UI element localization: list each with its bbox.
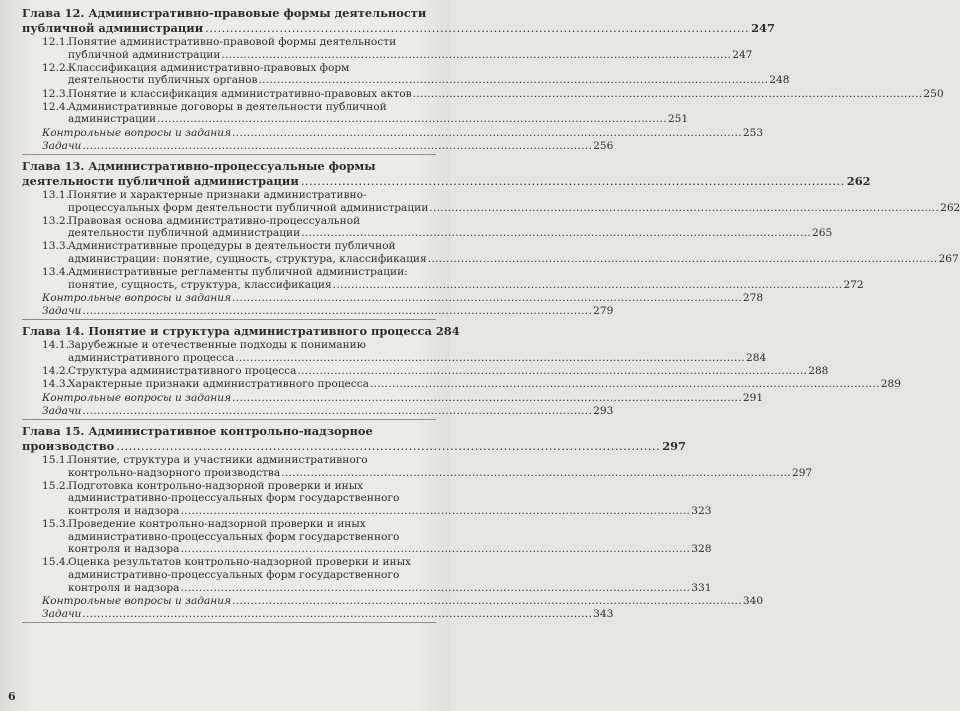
section-title-line: административно-процессуальных форм государственного xyxy=(68,569,400,582)
section-title-line: Понятие и характерные признаки административно- xyxy=(68,188,367,201)
section-title-line: контроля и надзора xyxy=(68,543,180,556)
section-page-number: 284 xyxy=(746,352,767,364)
chapter-heading xyxy=(22,157,871,189)
section-number: 13.4. xyxy=(42,266,69,279)
section-page-number: 328 xyxy=(691,543,712,556)
dot-leader xyxy=(333,279,843,292)
chapter-heading-line: Глава 14. Понятие и структура административного процесса xyxy=(22,324,432,339)
section-title-line: Задачи xyxy=(42,139,82,152)
dot-leader xyxy=(235,352,745,365)
section-title-line: Понятие административно-правовой формы деятельности xyxy=(68,36,397,48)
section-title-line: Характерные признаки административного процесса xyxy=(68,378,369,391)
section-title-line: административного процесса xyxy=(68,352,235,364)
dot-leader xyxy=(157,113,667,126)
section-page-number: 297 xyxy=(791,466,813,479)
section-title-line: Контрольные вопросы и задания xyxy=(42,594,232,607)
section-title-line: деятельности публичной администрации xyxy=(68,227,301,240)
chapter-heading-line: производство xyxy=(22,438,115,453)
toc-extra-entry xyxy=(42,139,614,153)
section-title-line: Задачи xyxy=(42,404,82,417)
section-title-line: административно-процессуальных форм государственного xyxy=(68,530,400,543)
toc-extra-entry xyxy=(42,126,764,140)
chapter-heading-line: Глава 13. Административно-процессуальные формы xyxy=(22,158,376,173)
section-title-line: Контрольные вопросы и задания xyxy=(42,391,232,404)
section-page-number: 251 xyxy=(667,113,689,126)
dot-leader xyxy=(82,608,592,621)
chapter-heading-line: Глава 15. Административное контрольно-надзорное xyxy=(22,423,373,438)
dot-leader xyxy=(232,392,742,405)
dot-leader xyxy=(82,140,592,153)
chapter-page-number: 284 xyxy=(435,324,460,339)
section-title-line: Контрольные вопросы и задания xyxy=(42,126,232,139)
toc-extra-entry xyxy=(42,292,764,305)
dot-leader xyxy=(429,202,939,215)
dot-leader xyxy=(116,439,660,454)
dot-leader xyxy=(301,174,845,189)
chapter-heading-line: Глава 12. Административно-правовые формы деятельности xyxy=(22,6,427,20)
toc-chapter xyxy=(22,4,944,155)
section-title-line: Классификация административно-правовых форм xyxy=(68,61,350,74)
toc-section-entry xyxy=(42,518,712,556)
chapter-heading-line: деятельности публичной администрации xyxy=(22,173,299,188)
section-number: 14.3. xyxy=(42,378,69,391)
chapter-page-number: 262 xyxy=(846,173,871,188)
section-title-line: Структура административного процесса xyxy=(68,365,297,378)
section-title-line: административно-процессуальных форм государственного xyxy=(68,492,400,505)
toc-chapter xyxy=(22,157,960,321)
section-page-number: 278 xyxy=(742,292,764,305)
section-page-number: 293 xyxy=(593,404,614,417)
section-number: 12.2. xyxy=(42,61,69,74)
dot-leader xyxy=(82,405,592,418)
section-page-number: 250 xyxy=(923,87,944,100)
section-page-number: 340 xyxy=(742,594,764,607)
section-title-line: Контрольные вопросы и задания xyxy=(42,292,232,305)
section-page-number: 256 xyxy=(593,139,614,152)
section-title-line: Административные процедуры в деятельности публичной xyxy=(68,240,396,253)
toc-section-entry xyxy=(42,365,829,378)
section-number: 13.2. xyxy=(42,214,69,227)
section-number: 12.3. xyxy=(42,87,69,100)
toc-section-entry xyxy=(42,453,813,479)
section-title-line: контроля и надзора xyxy=(68,504,180,517)
section-title-line: Задачи xyxy=(42,305,82,318)
section-title-line: Задачи xyxy=(42,608,82,621)
toc-section-entry xyxy=(42,36,753,61)
section-title-line: Понятие, структура и участники административного xyxy=(68,453,368,466)
dot-leader xyxy=(413,88,923,101)
chapter-heading xyxy=(22,322,460,339)
toc-section-entry xyxy=(42,266,864,291)
section-number: 15.1. xyxy=(42,453,69,466)
section-title-line: Административные регламенты публичной администрации: xyxy=(68,266,408,279)
section-page-number: 253 xyxy=(742,126,764,139)
section-title-line: администрации xyxy=(68,113,157,126)
section-number: 12.4. xyxy=(42,100,69,113)
toc-section-entry xyxy=(42,556,712,594)
section-title-line: Проведение контрольно-надзорной проверки и иных xyxy=(68,518,366,531)
section-title-line: Правовая основа административно-процессуальной xyxy=(68,214,361,227)
toc-section-entry xyxy=(42,61,790,87)
section-title-line: Зарубежные и отечественные подходы к пониманию xyxy=(68,339,366,352)
chapter-heading xyxy=(22,4,775,36)
dot-leader xyxy=(232,127,742,140)
chapter-page-number: 297 xyxy=(662,438,686,453)
section-title-line: контрольно-надзорного производства xyxy=(68,466,281,479)
toc-extra-entry xyxy=(42,594,764,608)
section-page-number: 343 xyxy=(593,608,614,621)
chapter-heading-line: публичной администрации xyxy=(22,21,204,35)
dot-leader xyxy=(281,467,791,480)
section-title-line: процессуальных форм деятельности публичной администрации xyxy=(68,201,429,214)
dot-leader xyxy=(232,292,742,305)
section-title-line: Административные договоры в деятельности публичной xyxy=(68,100,387,113)
toc-extra-entry xyxy=(42,608,614,621)
dot-leader xyxy=(82,305,592,318)
dot-leader xyxy=(180,582,690,595)
toc-extra-entry xyxy=(42,305,614,318)
toc-section-entry xyxy=(42,100,689,126)
section-number: 15.4. xyxy=(42,556,69,569)
section-number: 15.3. xyxy=(42,518,69,531)
section-title-line: Оценка результатов контрольно-надзорной проверки и иных xyxy=(68,556,411,569)
chapter-heading xyxy=(22,422,686,454)
section-title-line: понятие, сущность, структура, классификация xyxy=(68,278,332,291)
section-page-number: 291 xyxy=(742,391,764,404)
section-title-line: администрации: понятие, сущность, структура, классификация xyxy=(68,253,427,266)
toc-chapter xyxy=(22,322,901,420)
section-page-number: 265 xyxy=(811,227,833,240)
section-page-number: 279 xyxy=(593,305,614,318)
dot-leader xyxy=(370,378,880,391)
section-number: 14.1. xyxy=(42,339,69,352)
section-page-number: 288 xyxy=(808,365,829,378)
section-page-number: 331 xyxy=(691,581,712,594)
page-number: 6 xyxy=(8,690,16,703)
dot-leader xyxy=(301,227,811,240)
section-number: 13.1. xyxy=(42,188,69,201)
toc-section-entry xyxy=(42,188,960,214)
toc-section-entry xyxy=(42,378,901,391)
section-title-line: контроля и надзора xyxy=(68,581,180,594)
dot-leader xyxy=(205,21,749,36)
section-page-number: 262 xyxy=(940,201,960,214)
dot-leader xyxy=(428,253,938,266)
dot-leader xyxy=(259,74,769,87)
toc-chapter xyxy=(22,422,813,623)
section-page-number: 289 xyxy=(880,378,901,391)
section-page-number: 272 xyxy=(843,278,864,291)
dot-leader xyxy=(297,365,807,378)
dot-leader xyxy=(180,543,690,556)
section-number: 13.3. xyxy=(42,240,69,253)
chapter-page-number: 247 xyxy=(751,21,775,35)
toc-section-entry xyxy=(42,240,959,266)
section-page-number: 248 xyxy=(769,74,790,87)
section-title-line: Подготовка контрольно-надзорной проверки и иных xyxy=(68,479,364,492)
section-title-line: публичной администрации xyxy=(68,48,221,61)
toc-section-entry xyxy=(42,479,712,518)
section-number: 14.2. xyxy=(42,365,69,378)
section-page-number: 323 xyxy=(691,504,712,517)
section-page-number: 267 xyxy=(938,253,959,266)
toc-section-entry xyxy=(42,339,767,364)
section-number: 15.2. xyxy=(42,479,69,492)
toc-extra-entry xyxy=(42,404,614,418)
dot-leader xyxy=(221,49,731,62)
toc-section-entry xyxy=(42,87,944,101)
section-title-line: Понятие и классификация административно-правовых актов xyxy=(68,87,412,100)
toc-section-entry xyxy=(42,214,833,240)
toc-extra-entry xyxy=(42,391,764,405)
dot-leader xyxy=(232,595,742,608)
section-title-line: деятельности публичных органов xyxy=(68,74,258,87)
dot-leader xyxy=(180,505,690,518)
section-page-number: 247 xyxy=(732,48,753,61)
section-number: 12.1. xyxy=(42,36,69,48)
